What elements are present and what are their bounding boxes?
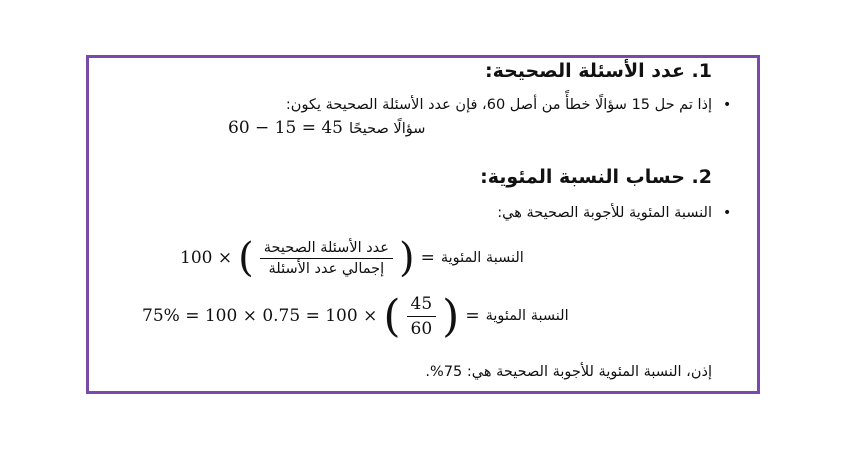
section1-heading: 1. عدد الأسئلة الصحيحة: [484,60,712,82]
calc-rest: 75% = 100 × 0.75 = 100 × [142,306,378,326]
paren-left: ( [383,290,401,342]
section1-bullet-text: إذا تم حل 15 سؤالًا خطأً من أصل 60، فإن عدد الأسئلة الصحيحة يكون: [285,97,712,113]
calc-denominator: 60 [410,318,433,339]
calc-numerator: 45 [407,294,437,317]
formula-numerator: عدد الأسئلة الصحيحة [260,240,393,259]
formula-equals: = [420,248,435,268]
conclusion-text: إذن، النسبة المئوية للأجوبة الصحيحة هي: 75%. [425,364,712,380]
section2-bullet-text: النسبة المئوية للأجوبة الصحيحة هي: [497,205,712,221]
percentage-formula-main: 100 × ( $\frac{\text{عدد الأسئلة الصحيحة}}{\text{إجمالي عدد الأسئلة}}$ ) = النسبة المئوية [180,235,524,281]
calc-lhs: النسبة المئوية [485,308,569,324]
paren-left: ( [238,235,254,281]
calc-fraction [407,294,437,339]
section2-heading: 2. حساب النسبة المئوية: [480,166,712,188]
bullet-icon: • [723,205,732,221]
bullet-icon: • [723,97,732,113]
section1-equation-line [228,118,425,138]
paren-right: ) [442,290,460,342]
calc-equals: = [465,306,480,326]
formula-lhs: النسبة المئوية [440,250,524,266]
formula-denominator: إجمالي عدد الأسئلة [268,260,385,277]
paren-right: ) [398,235,415,281]
percentage-calculation [142,290,569,342]
formula-fraction [260,240,393,277]
section1-equation: 60 − 15 = 45 [228,118,343,138]
section1-equation-unit: سؤالًا صحيحًا [349,121,426,137]
